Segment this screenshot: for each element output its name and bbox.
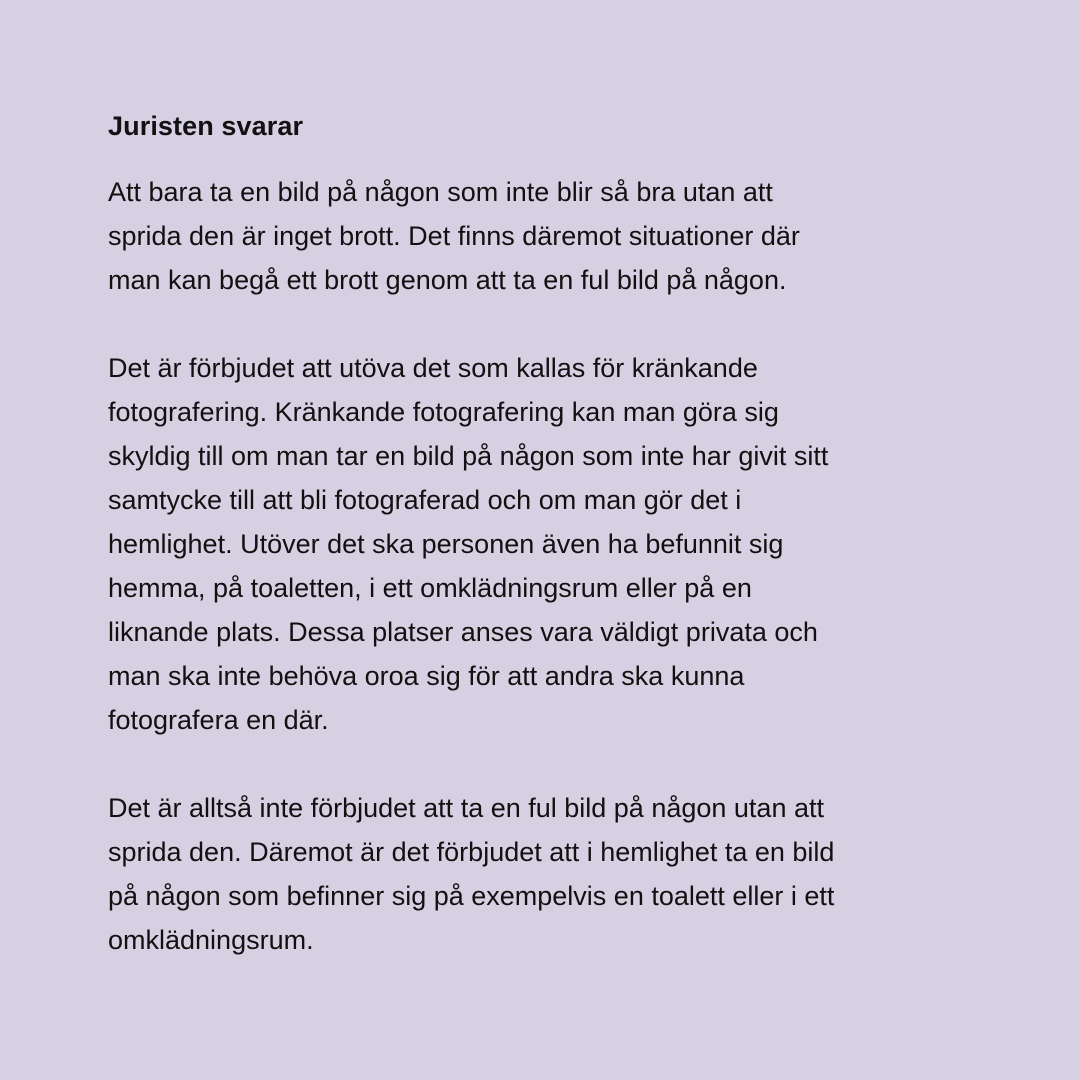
paragraph-line: sprida den. Däremot är det förbjudet att i hemlighet ta en bild [108, 837, 835, 867]
paragraph-line: fotografera en där. [108, 705, 329, 735]
paragraph-line: sprida den är inget brott. Det finns däremot situationer där [108, 221, 800, 251]
paragraph-line: Det är alltså inte förbjudet att ta en ful bild på någon utan att [108, 793, 824, 823]
paragraph-line: på någon som befinner sig på exempelvis en toalett eller i ett [108, 881, 835, 911]
paragraph-line: hemlighet. Utöver det ska personen även ha befunnit sig [108, 529, 784, 559]
paragraph-2 [108, 346, 972, 742]
paragraph-line: skyldig till om man tar en bild på någon som inte har givit sitt [108, 441, 829, 471]
paragraph-line: omklädningsrum. [108, 925, 314, 955]
heading: Juristen svarar [108, 111, 304, 141]
answer-body [108, 170, 972, 962]
paragraph-1 [108, 170, 972, 302]
paragraph-line: man ska inte behöva oroa sig för att andra ska kunna [108, 661, 745, 691]
paragraph-3 [108, 786, 972, 962]
paragraph-line: hemma, på toaletten, i ett omklädningsrum eller på en [108, 573, 752, 603]
paragraph-line: man kan begå ett brott genom att ta en ful bild på någon. [108, 265, 787, 295]
paragraph-line: Att bara ta en bild på någon som inte blir så bra utan att [108, 177, 773, 207]
paragraph-line: Det är förbjudet att utöva det som kallas för kränkande [108, 353, 758, 383]
paragraph-line: fotografering. Kränkande fotografering kan man göra sig [108, 397, 779, 427]
paragraph-line: liknande plats. Dessa platser anses vara väldigt privata och [108, 617, 818, 647]
paragraph-line: samtycke till att bli fotograferad och om man gör det i [108, 485, 742, 515]
